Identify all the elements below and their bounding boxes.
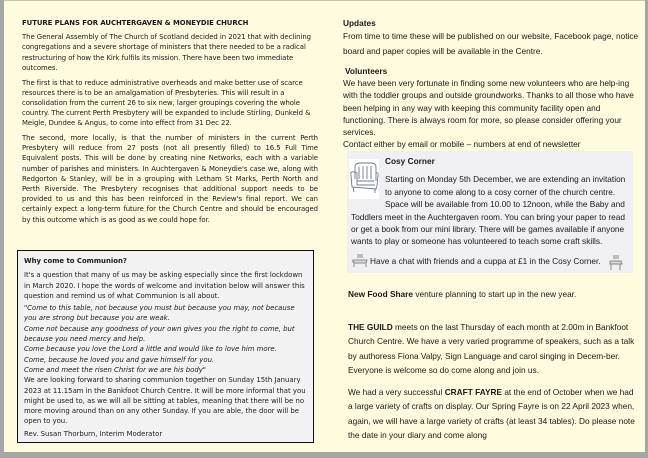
food-share-text: venture planning to start up in the new year. xyxy=(413,289,577,299)
craft-fayre-text-before: We had a very successful xyxy=(348,387,445,397)
food-share-heading: New Food Share xyxy=(348,289,414,299)
cosy-corner-title: Cosy Corner xyxy=(385,156,435,166)
updates-section xyxy=(343,17,643,59)
craft-fayre-text-after: at the end of October when we had a large variety of crafts on display. Our Spring Fayre is on 22 April 2023 when, again, we will have a large variety of crafts (at least 34 tables). Do please note the date in your diary and come along xyxy=(348,387,635,441)
volunteers-body: We have been very fortunate in finding some new volunteers who are help-ing with the toddler groups and outside groundworks. Thanks to all those who have been helping in any way with keeping this community facility open and functioning. There is always room for more, so please consider offering your services. xyxy=(343,78,634,138)
cosy-corner-details: Toddlers meet in the Auchtergaven room. You can bring your paper to read or get a book from our mini library. There will be games available if anyone wants to play or someone has volunteered to teach some craft skills. xyxy=(351,211,625,247)
guild-notice xyxy=(348,320,638,378)
guild-heading: THE GUILD xyxy=(348,322,393,332)
updates-title: Updates xyxy=(343,18,376,28)
volunteers-title: Volunteers xyxy=(345,65,388,76)
quote-line: Come and meet the risen Christ for we are his body" xyxy=(24,365,206,374)
teacup-icon xyxy=(609,254,623,272)
communion-quote xyxy=(24,303,307,375)
communion-intro: It's a question that many of us may be asking especially since the first lockdown in March 2020. I hope the words of welcome and invitation below will answer this question and remind us of what Communion is all about. xyxy=(24,271,305,300)
future-plans-paragraph: The second, more locally, is that the number of ministers in the current Perth Presbytery will reduce from 27 posts (not all presently filled) to 16.5 Full Time Equivalent posts. This will be done by creating nine Networks, each with a variable number of parishes and ministers. In Auchtergaven & Moneydie's case we, along with Redgorton & Stanley, will be in a grouping with Letham St Marks, Perth North and Perth Riverside. The Presbytery recognises that additional support needs to be provided to us and this has been reinforced in the Review's final report. We can certainly expect a long-term future for the Church Centre and should be encouraged by this outcome which is as good as we could hope for. xyxy=(22,134,318,224)
future-plans-title: FUTURE PLANS FOR AUCHTERGAVEN & MONEYDIE CHURCH xyxy=(22,19,249,27)
guild-text: meets on the last Thursday of each month at 2.00m in Bankfoot Church Centre. We have a very varied programme of speakers, such as a talk by authoress Fiona Valpy, Sign Language and carol singing in Decem-ber. Everyone is welcome so do come along and join us. xyxy=(348,322,635,376)
quote-line: Come, because he loved you and gave himself for you. xyxy=(24,355,215,364)
cuppa-line xyxy=(351,252,629,270)
future-plans-article xyxy=(22,18,318,229)
communion-details: We are looking forward to sharing communion together on Sunday 15th January 2023 at 11.15am in the Bankfoot Church Centre. It will be more informal that you might be used to, as we will all be sitting at tables, meaning that there will be no more moving around than on any other Sunday. If you are able, the door will be open to you. xyxy=(24,376,306,426)
communion-title: Why come to Communion? xyxy=(24,257,127,265)
quote-line: "Come to this table, not because you must but because you may, not because you are strong but because you are weak. xyxy=(24,304,295,323)
teacup-icon xyxy=(351,253,369,269)
armchair-icon xyxy=(349,159,379,199)
future-plans-paragraph: The General Assembly of The Church of Scotland decided in 2021 that with declining congregations and a severe shortage of ministers that there needed to be a radical restructuring of how the Kirk fulfils its mission. There have been two immediate outcomes. xyxy=(22,33,311,72)
quote-line: Come not because any goodness of your own gives you the right to come, but because you need mercy and help. xyxy=(24,324,295,344)
newsletter-page xyxy=(4,0,645,452)
volunteers-section xyxy=(343,65,643,151)
cosy-corner-intro: Starting on Monday 5th December, we are extending an invitation to anyone to come along to a cosy corner of the church centre. Space will be available from 10.00 to 12noon, while the Baby and xyxy=(385,174,626,210)
updates-body: From time to time these will be published on our website, Facebook page, notice board and paper copies will be available in the Centre. xyxy=(343,31,639,56)
volunteers-contact: Contact either by email or mobile – numbers at end of newsletter xyxy=(343,139,581,150)
craft-fayre-heading: CRAFT FAYRE xyxy=(444,387,503,397)
quote-line: Come because you love the Lord a little and would like to love him more. xyxy=(24,345,277,354)
future-plans-paragraph: The first is that to reduce administrative overheads and make better use of scarce resources there is to be an amalgamation of Presbyteries. This will result in a consolidation from the current 26 to six new, larger groupings covering the whole country. The current Perth Presbytery will be expanded to include Stirling, Dunkeld & Meigle, Dundee & Angus, to come into effect from 31 Dec 22. xyxy=(22,78,311,128)
food-share-notice xyxy=(348,287,638,301)
communion-signature: Rev. Susan Thorburn, Interim Moderator xyxy=(24,429,163,438)
cosy-corner-box xyxy=(347,151,633,273)
craft-fayre-notice xyxy=(348,385,638,443)
cuppa-text: Have a chat with friends and a cuppa at £1 in the Cosy Corner. xyxy=(370,255,601,266)
communion-box xyxy=(17,250,314,443)
right-column xyxy=(343,17,643,151)
